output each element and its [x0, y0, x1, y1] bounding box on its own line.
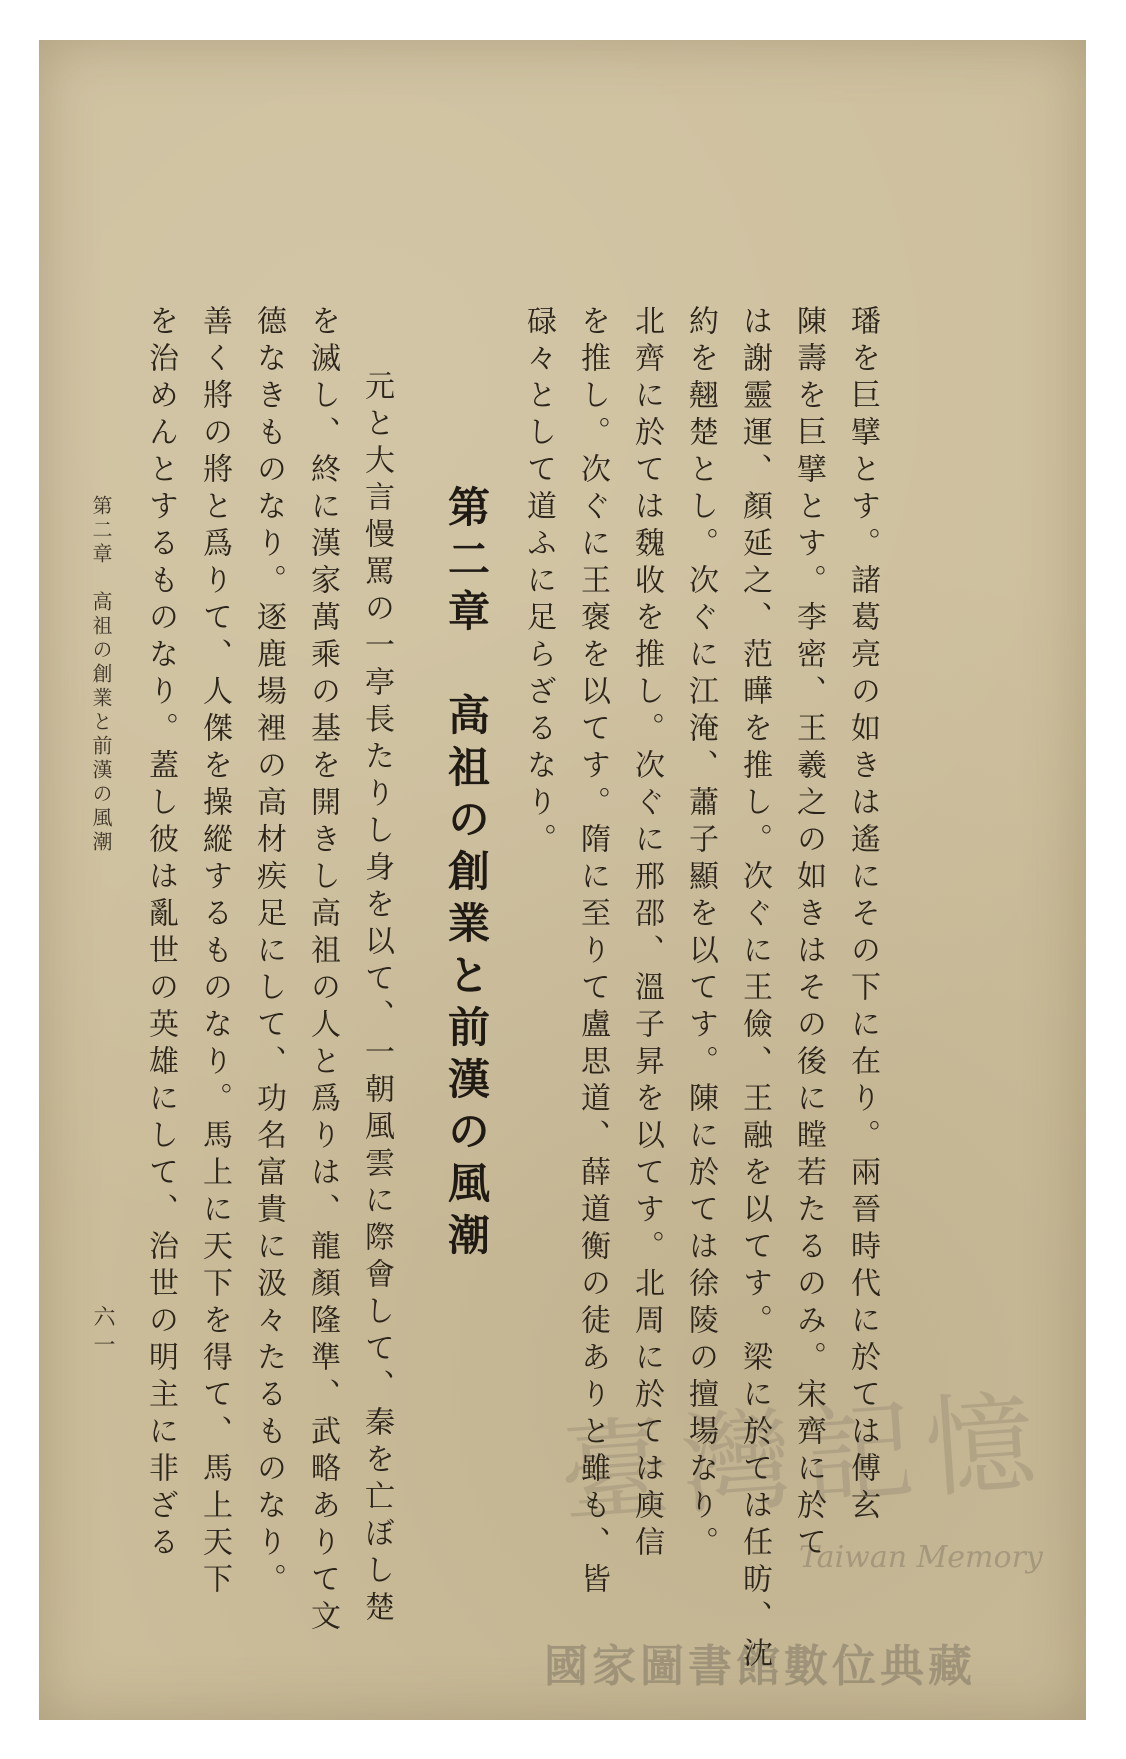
- text-line: を推し。次ぐに王褒を以てす。隋に至りて盧思道、薛道衡の徒ありと雖も、皆: [575, 305, 610, 1600]
- text-line: を治めんとするものなり。蓋し彼は亂世の英雄にして、治世の明主に非ざる: [143, 305, 178, 1563]
- text-line: は謝靈運、顏延之、范曄を推し。次ぐに王儉、王融を以てす。梁に於ては任昉、沈: [737, 305, 772, 1674]
- text-line: 德なきものなり。逐鹿場裡の高材疾足にして、功名富貴に汲々たるものなり。: [251, 305, 286, 1600]
- page-number: 六一: [90, 1305, 115, 1361]
- running-footer: 第二章 高祖の創業と前漢の風潮: [89, 495, 113, 855]
- chapter-title: 第二章 高祖の創業と前漢の風潮: [442, 485, 491, 1265]
- text-line: を滅し、終に漢家萬乘の基を開きし高祖の人と爲りは、龍顏隆準、武略ありて文: [305, 305, 340, 1637]
- text-line: 碌々として道ふに足らざるなり。: [521, 305, 556, 860]
- text-line: 元と大言慢罵の一亭長たりし身を以て、一朝風雲に際會して、秦を亡ぼし楚: [359, 370, 394, 1628]
- text-line: 陳壽を巨擘とす。李密、王羲之の如きはその後に瞠若たるのみ。宋齊に於て: [791, 305, 826, 1563]
- watermark-logo: 臺灣記憶: [555, 1377, 1052, 1539]
- book-page: [39, 40, 1086, 1720]
- text-line: 北齊に於ては魏收を推し。次ぐに邢邵、溫子昇を以てす。北周に於ては庾信: [629, 305, 664, 1563]
- text-line: 約を翹楚とし。次ぐに江淹、蕭子顯を以てす。陳に於ては徐陵の擅場なり。: [683, 305, 718, 1563]
- watermark-english: Taiwan Memory: [799, 1540, 1043, 1575]
- text-line: 善く將の將と爲りて、人傑を操縱するものなり。馬上に天下を得て、馬上天下: [197, 305, 232, 1600]
- text-line: 璠を巨擘とす。諸葛亮の如きは遙にその下に在り。兩晉時代に於ては傅玄: [845, 305, 880, 1526]
- watermark-institution: 國家圖書館數位典藏: [544, 1641, 976, 1692]
